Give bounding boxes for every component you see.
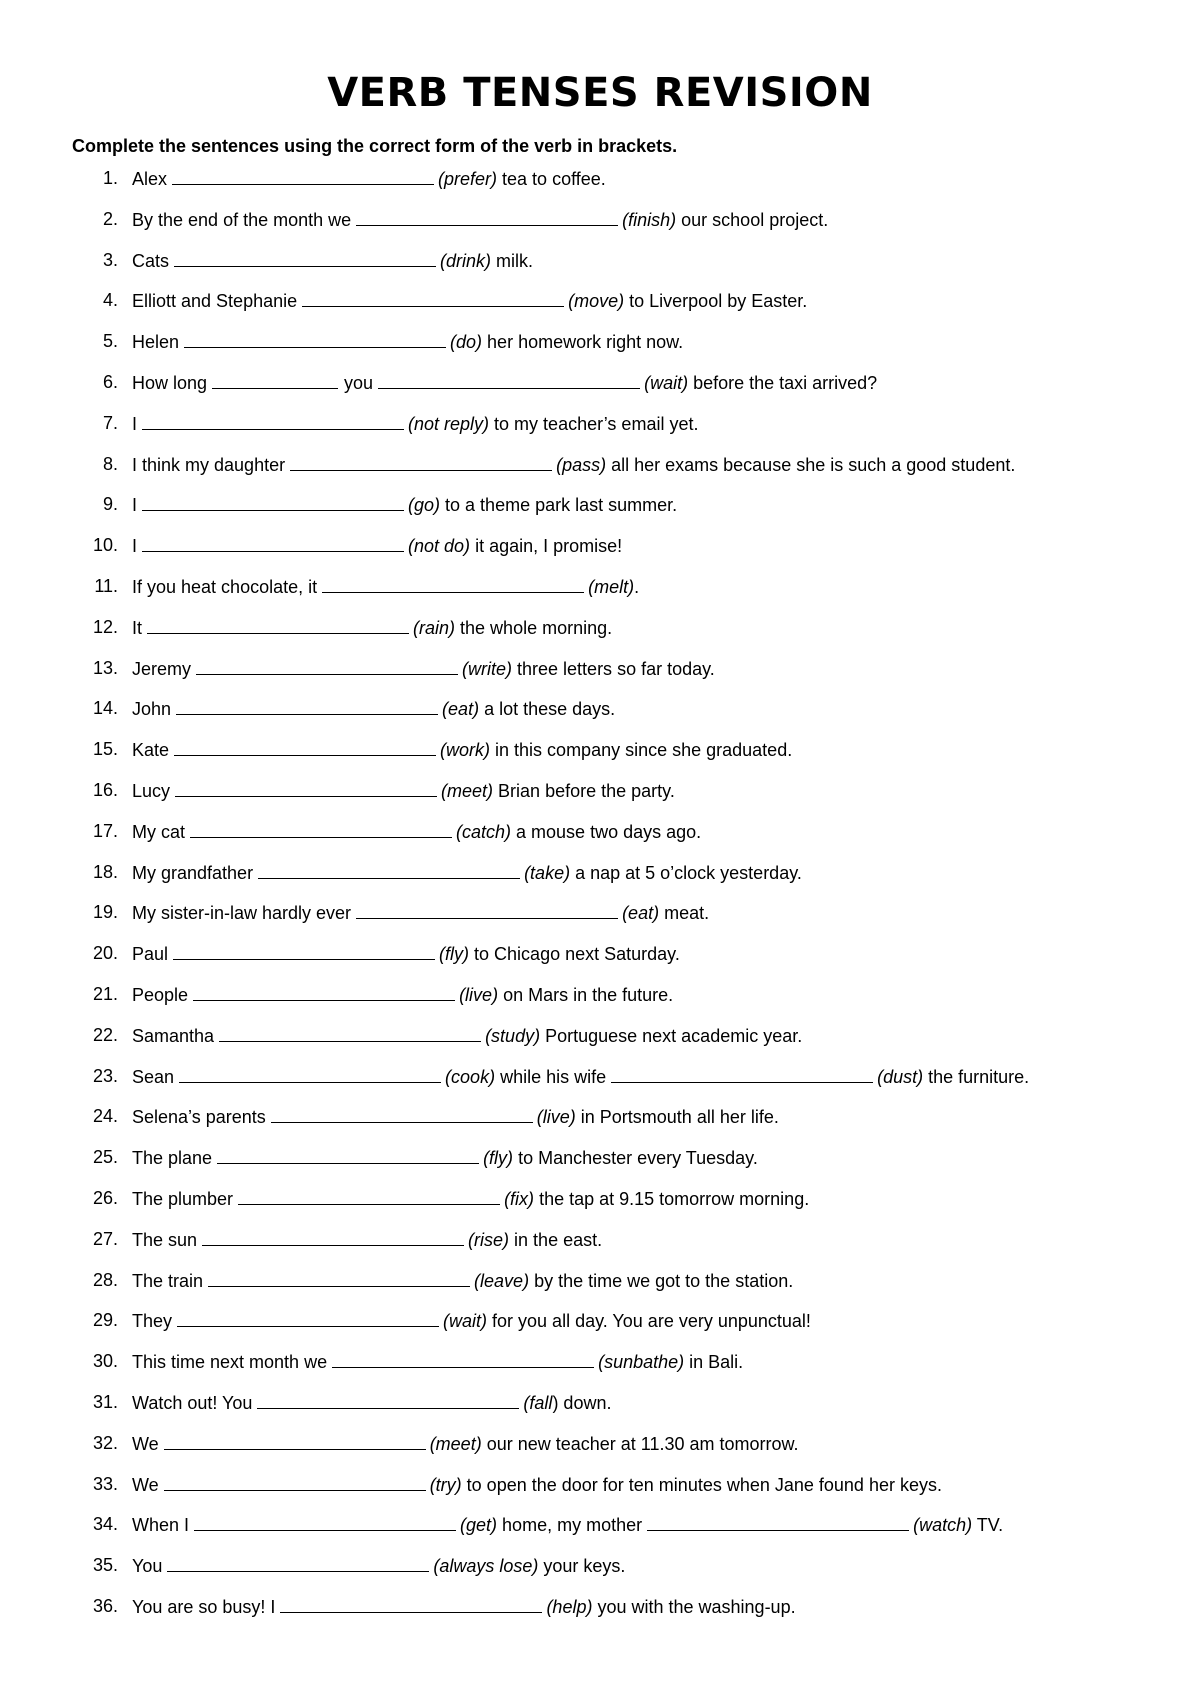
sentence-text: Kate [132, 740, 170, 761]
sentence-text: They [132, 1311, 173, 1332]
instructions: Complete the sentences using the correct form of the verb in brackets. [72, 136, 678, 156]
exercise-sentence [132, 492, 677, 517]
exercise-item [0, 1104, 1200, 1145]
sentence-text: Jeremy [132, 658, 192, 679]
exercise-sentence [132, 1594, 796, 1619]
exercise-number: 13. [92, 657, 118, 678]
sentence-text: Watch out! You [132, 1392, 253, 1413]
exercise-number: 36. [92, 1595, 118, 1616]
verb-hint: (drink) [440, 250, 492, 271]
exercise-number: 21. [92, 983, 118, 1004]
verb-hint: (fly) [483, 1148, 514, 1169]
exercise-item [0, 696, 1200, 737]
verb-hint: (live) [536, 1107, 576, 1128]
answer-blank[interactable] [174, 737, 436, 756]
exercise-item [0, 1268, 1200, 1309]
exercise-item [0, 574, 1200, 615]
verb-hint: (meet) [441, 780, 494, 801]
exercise-sentence [132, 1553, 625, 1578]
exercise-item [0, 1594, 1200, 1635]
verb-hint: (sunbathe) [598, 1352, 685, 1373]
sentence-text: It [132, 617, 143, 638]
exercise-number: 33. [92, 1473, 118, 1494]
sentence-text: in the east. [509, 1229, 603, 1250]
answer-blank[interactable] [257, 1390, 519, 1409]
exercise-item [0, 1431, 1200, 1472]
sentence-text: a mouse two days ago. [511, 821, 702, 842]
sentence-text: to my teacher’s email yet. [489, 413, 699, 434]
sentence-text: We [132, 1433, 159, 1454]
exercise-number: 30. [92, 1351, 118, 1372]
verb-hint: (finish) [622, 209, 677, 230]
verb-hint: (live) [459, 984, 499, 1005]
verb-hint: (always lose) [433, 1556, 539, 1577]
sentence-text: Brian before the party. [493, 780, 675, 801]
answer-blank[interactable] [174, 248, 436, 267]
exercise-sentence [132, 1308, 811, 1333]
sentence-text: I [132, 536, 138, 557]
sentence-text: How long [132, 372, 208, 393]
sentence-text: Elliott and Stephanie [132, 291, 298, 312]
sentence-text: you with the washing-up. [592, 1596, 796, 1617]
exercise-item [0, 1308, 1200, 1349]
sentence-text: The sun [132, 1229, 198, 1250]
exercise-item [0, 900, 1200, 941]
sentence-text: your keys. [538, 1556, 626, 1577]
verb-hint: (meet) [429, 1433, 482, 1454]
sentence-text: I think my daughter [132, 454, 286, 475]
sentence-text: on Mars in the future. [498, 984, 674, 1005]
sentence-text: a lot these days. [479, 699, 616, 720]
exercise-sentence [132, 411, 698, 436]
exercise-sentence [132, 1227, 602, 1252]
exercise-item [0, 329, 1200, 370]
sentence-text: her homework right now. [482, 332, 684, 353]
exercise-item [0, 370, 1200, 411]
exercise-item [0, 248, 1200, 289]
verb-hint: (help) [546, 1596, 593, 1617]
exercise-number: 34. [92, 1514, 118, 1535]
sentence-text: before the taxi arrived? [688, 372, 878, 393]
exercise-item [0, 860, 1200, 901]
exercise-item [0, 1186, 1200, 1227]
sentence-text: Lucy [132, 780, 171, 801]
answer-blank[interactable] [302, 288, 564, 307]
exercise-item [0, 1349, 1200, 1390]
exercise-number: 14. [92, 698, 118, 719]
sentence-text: in Bali. [684, 1352, 744, 1373]
verb-hint: (move) [568, 291, 625, 312]
answer-blank[interactable] [175, 778, 437, 797]
verb-hint: (try) [429, 1474, 462, 1495]
answer-blank[interactable] [290, 452, 552, 471]
exercise-number: 6. [102, 371, 118, 392]
sentence-text: home, my mother [497, 1515, 643, 1536]
exercise-number: 28. [92, 1269, 118, 1290]
sentence-text: Selena’s parents [132, 1107, 266, 1128]
exercise-sentence [132, 1431, 799, 1456]
answer-blank[interactable] [142, 411, 404, 430]
exercise-sentence [132, 370, 877, 395]
answer-blank[interactable] [142, 492, 404, 511]
exercise-sentence [132, 1023, 802, 1048]
sentence-text: our school project. [676, 209, 829, 230]
exercise-number: 26. [92, 1187, 118, 1208]
exercise-number: 12. [92, 616, 118, 637]
answer-blank[interactable] [184, 329, 446, 348]
exercise-sentence [132, 1268, 793, 1293]
answer-blank[interactable] [356, 207, 618, 226]
sentence-text: to Manchester every Tuesday. [513, 1148, 758, 1169]
exercise-sentence [132, 860, 802, 885]
exercise-item [0, 656, 1200, 697]
exercise-item [0, 288, 1200, 329]
exercise-item [0, 615, 1200, 656]
sentence-text: by the time we got to the station. [529, 1270, 794, 1291]
sentence-text: to Liverpool by Easter. [624, 291, 808, 312]
answer-blank[interactable] [202, 1227, 464, 1246]
answer-blank[interactable] [164, 1472, 426, 1491]
sentence-text: If you heat chocolate, it [132, 576, 318, 597]
answer-blank[interactable] [271, 1104, 533, 1123]
sentence-text: meat. [659, 903, 710, 924]
verb-hint: (cook) [445, 1066, 496, 1087]
exercise-number: 20. [92, 943, 118, 964]
verb-hint: (eat) [442, 699, 480, 720]
verb-hint: (take) [524, 862, 571, 883]
exercise-item [0, 1472, 1200, 1513]
verb-hint: (go) [408, 495, 441, 516]
verb-hint: (not do) [408, 536, 471, 557]
answer-blank[interactable] [176, 696, 438, 715]
sentence-text: ) down. [552, 1392, 612, 1413]
exercise-sentence [132, 1186, 809, 1211]
answer-blank[interactable] [217, 1145, 479, 1164]
exercise-item [0, 1390, 1200, 1431]
sentence-text: tea to coffee. [497, 169, 606, 189]
exercise-item [0, 778, 1200, 819]
verb-hint: (study) [485, 1025, 541, 1046]
exercise-number: 18. [92, 861, 118, 882]
exercise-number: 19. [92, 902, 118, 923]
answer-blank[interactable] [647, 1512, 909, 1531]
exercise-sentence [132, 982, 673, 1007]
sentence-text: You are so busy! I [132, 1596, 276, 1617]
exercise-sentence [132, 900, 709, 925]
answer-blank[interactable] [611, 1064, 873, 1083]
answer-blank[interactable] [194, 1512, 456, 1531]
exercise-number: 3. [102, 249, 118, 270]
verb-hint: (do) [450, 332, 483, 353]
sentence-text: TV. [972, 1515, 1004, 1536]
sentence-text: . [634, 576, 640, 597]
sentence-text: all her exams because she is such a good student. [606, 454, 1016, 475]
sentence-text: the whole morning. [455, 617, 613, 638]
answer-blank[interactable] [177, 1308, 439, 1327]
exercise-sentence [132, 819, 701, 844]
sentence-text: for you all day. You are very unpunctual! [487, 1311, 811, 1332]
sentence-text: to open the door for ten minutes when Jane found her keys. [461, 1474, 942, 1495]
answer-blank[interactable] [280, 1594, 542, 1613]
exercise-number: 1. [102, 168, 118, 188]
exercise-number: 17. [92, 820, 118, 841]
sentence-text: We [132, 1474, 159, 1495]
exercise-number: 23. [92, 1065, 118, 1086]
exercise-item [0, 1553, 1200, 1594]
exercise-sentence [132, 288, 807, 313]
answer-blank[interactable] [142, 533, 404, 552]
sentence-text: Alex [132, 169, 168, 189]
exercise-item [0, 533, 1200, 574]
verb-hint: (write) [462, 658, 513, 679]
exercise-item [0, 411, 1200, 452]
verb-hint: (fix) [504, 1188, 535, 1209]
verb-hint: (fly) [439, 944, 470, 965]
exercise-number: 29. [92, 1310, 118, 1331]
sentence-text: milk. [491, 250, 534, 271]
sentence-text: The plane [132, 1148, 213, 1169]
exercise-item [0, 1227, 1200, 1268]
exercise-number: 15. [92, 739, 118, 760]
exercise-number: 8. [102, 453, 118, 474]
exercise-sentence [132, 1512, 1003, 1537]
answer-blank[interactable] [190, 819, 452, 838]
exercise-sentence [132, 1390, 611, 1415]
answer-blank[interactable] [172, 166, 434, 185]
verb-hint: (wait) [443, 1311, 488, 1332]
sentence-text: in this company since she graduated. [490, 740, 793, 761]
exercise-sentence [132, 207, 828, 232]
exercise-number: 9. [102, 494, 118, 515]
answer-blank[interactable] [179, 1064, 441, 1083]
exercise-sentence [132, 1349, 743, 1374]
exercise-sentence [132, 778, 675, 803]
answer-blank[interactable] [378, 370, 640, 389]
sentence-text: the tap at 9.15 tomorrow morning. [534, 1188, 810, 1209]
sentence-text: People [132, 984, 189, 1005]
answer-blank[interactable] [322, 574, 584, 593]
exercise-sentence [132, 574, 639, 599]
sentence-text: you [344, 372, 374, 393]
sentence-text: Portuguese next academic year. [540, 1025, 803, 1046]
exercise-number: 10. [92, 535, 118, 556]
sentence-text: a nap at 5 o’clock yesterday. [570, 862, 802, 883]
sentence-text: Paul [132, 944, 169, 965]
exercise-number: 35. [92, 1555, 118, 1576]
sentence-text: Samantha [132, 1025, 215, 1046]
answer-blank[interactable] [332, 1349, 594, 1368]
verb-hint: (dust) [877, 1066, 924, 1087]
exercise-item [0, 166, 1200, 207]
exercise-item [0, 1512, 1200, 1553]
answer-blank[interactable] [147, 615, 409, 634]
sentence-text: My cat [132, 821, 186, 842]
verb-hint: (pass) [556, 454, 607, 475]
sentence-text: I [132, 413, 138, 434]
verb-hint: (get) [460, 1515, 498, 1536]
sentence-text: Helen [132, 332, 180, 353]
exercise-sentence [132, 615, 612, 640]
exercise-item [0, 982, 1200, 1023]
exercise-sentence [132, 1145, 758, 1170]
sentence-text: I [132, 495, 138, 516]
answer-blank[interactable] [193, 982, 455, 1001]
exercise-number: 22. [92, 1024, 118, 1045]
exercise-item [0, 819, 1200, 860]
verb-hint: (catch) [456, 821, 512, 842]
exercise-item [0, 1145, 1200, 1186]
verb-hint: (rise) [468, 1229, 510, 1250]
exercise-number: 5. [102, 331, 118, 352]
answer-blank[interactable] [167, 1553, 429, 1572]
sentence-text: three letters so far today. [512, 658, 715, 679]
exercise-sentence [132, 1104, 779, 1129]
exercise-sentence [132, 533, 622, 558]
sentence-text: in Portsmouth all her life. [575, 1107, 779, 1128]
sentence-text: By the end of the month we [132, 209, 352, 230]
exercise-item [0, 452, 1200, 493]
verb-hint: (work) [440, 740, 491, 761]
exercise-number: 25. [92, 1147, 118, 1168]
sentence-text: The train [132, 1270, 204, 1291]
exercise-number: 31. [92, 1391, 118, 1412]
exercise-number: 32. [92, 1432, 118, 1453]
sentence-text: The plumber [132, 1188, 234, 1209]
exercise-number: 2. [102, 208, 118, 229]
verb-hint: (watch) [913, 1515, 973, 1536]
sentence-text: John [132, 699, 172, 720]
sentence-text: to a theme park last summer. [440, 495, 678, 516]
sentence-text: My sister-in-law hardly ever [132, 903, 352, 924]
sentence-text: while his wife [495, 1066, 607, 1087]
exercise-number: 7. [102, 412, 118, 433]
verb-hint: (melt) [588, 576, 635, 597]
exercise-sentence [132, 696, 615, 721]
answer-blank[interactable] [212, 370, 338, 389]
sentence-text: Cats [132, 250, 170, 271]
exercise-sentence [132, 737, 792, 762]
answer-blank[interactable] [238, 1186, 500, 1205]
exercise-item [0, 492, 1200, 533]
answer-blank[interactable] [258, 860, 520, 879]
sentence-text: Sean [132, 1066, 175, 1087]
answer-blank[interactable] [356, 900, 618, 919]
sentence-text: the furniture. [923, 1066, 1030, 1087]
exercise-sentence [132, 941, 680, 966]
exercise-sentence [132, 329, 683, 354]
exercise-number: 16. [92, 779, 118, 800]
sentence-text: When I [132, 1515, 190, 1536]
verb-hint: (wait) [644, 372, 689, 393]
exercise-item [0, 941, 1200, 982]
answer-blank[interactable] [196, 656, 458, 675]
sentence-text: You [132, 1556, 163, 1577]
exercise-sentence [132, 656, 715, 681]
answer-blank[interactable] [164, 1431, 426, 1450]
sentence-text: My grandfather [132, 862, 254, 883]
answer-blank[interactable] [208, 1268, 470, 1287]
exercise-number: 24. [92, 1106, 118, 1127]
exercise-number: 4. [102, 290, 118, 311]
sentence-text: to Chicago next Saturday. [469, 944, 680, 965]
exercise-item [0, 1064, 1200, 1105]
verb-hint: (leave) [474, 1270, 530, 1291]
exercise-sentence [132, 166, 606, 191]
sentence-text: it again, I promise! [470, 536, 623, 557]
exercise-sentence [132, 1064, 1029, 1089]
answer-blank[interactable] [173, 941, 435, 960]
sentence-text: our new teacher at 11.30 am tomorrow. [481, 1433, 799, 1454]
verb-hint: (rain) [413, 617, 456, 638]
exercise-item [0, 1023, 1200, 1064]
verb-hint: (prefer) [438, 169, 498, 189]
exercise-number: 11. [94, 575, 118, 596]
exercise-number: 27. [92, 1228, 118, 1249]
verb-hint: (not reply) [408, 413, 490, 434]
exercise-item [0, 737, 1200, 778]
exercise-sentence [132, 1472, 942, 1497]
sentence-text: This time next month we [132, 1352, 328, 1373]
exercise-sentence [132, 248, 533, 273]
verb-hint: (eat) [622, 903, 660, 924]
page-title: VERB TENSES REVISION [327, 70, 873, 116]
answer-blank[interactable] [219, 1023, 481, 1042]
exercise-list [0, 166, 1200, 1635]
exercise-item [0, 207, 1200, 248]
exercise-sentence [132, 452, 1015, 477]
verb-hint: (fall [523, 1392, 553, 1413]
